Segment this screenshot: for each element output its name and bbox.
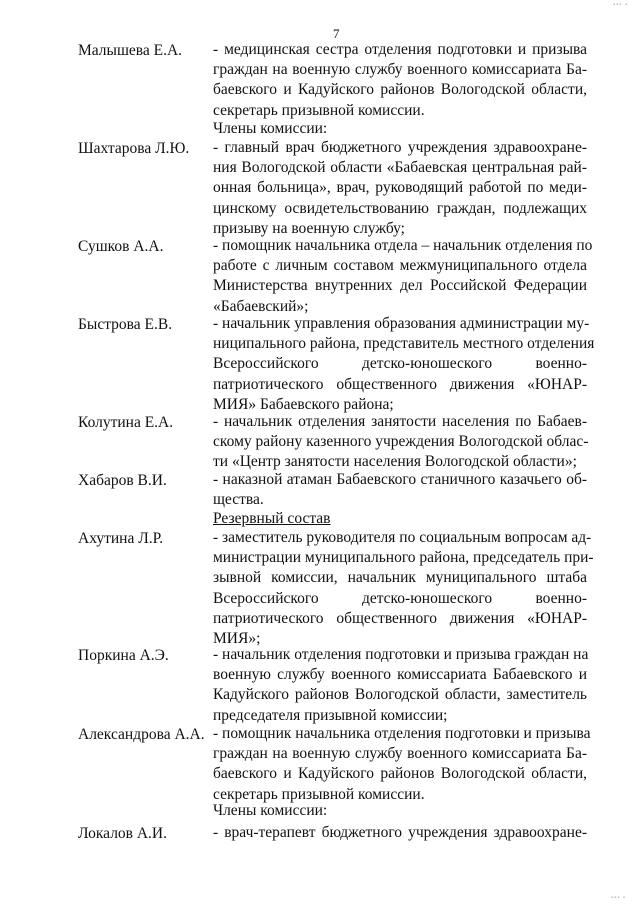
description-line: - медицинская сестра отделения подготовки и призыва bbox=[213, 41, 587, 58]
scan-mark: ▪▪▪ ▪ bbox=[612, 2, 628, 8]
member-name: Локалов А.И. bbox=[78, 825, 168, 842]
description-line: Министерства внутренних дел Российской Федерации bbox=[213, 277, 587, 295]
member-description bbox=[213, 40, 587, 121]
description-line: граждан на военную службу военного комиссариата Ба- bbox=[213, 745, 587, 763]
description-line: МИЯ»; bbox=[213, 630, 261, 648]
description-line: военную службу военного комиссариата Бабаевского и bbox=[213, 666, 587, 684]
description-line: - начальник управления образования администрации му- bbox=[213, 315, 590, 332]
description-line: МИЯ» Бабаевского района; bbox=[213, 395, 394, 413]
description-line: скому району казенного учреждения Вологодской облас- bbox=[213, 433, 589, 451]
member-description bbox=[213, 645, 587, 726]
member-description bbox=[213, 470, 587, 510]
description-line: - начальник отделения занятости населения по Бабаев- bbox=[213, 413, 587, 430]
description-line: щества. bbox=[213, 491, 264, 509]
description-line: онная больница», врач, руководящий работой по меди- bbox=[213, 179, 587, 197]
page-number: 7 bbox=[333, 26, 340, 41]
description-line: патриотического общественного движения «ЮНАР- bbox=[213, 609, 587, 627]
description-line: баевского и Кадуйского районов Вологодской области, bbox=[213, 81, 587, 99]
member-description bbox=[213, 724, 591, 805]
description-line: работе с личным составом межмуниципального отдела bbox=[213, 257, 587, 275]
description-line: председателя призывной комиссии; bbox=[213, 706, 448, 724]
description-line: ниципального района, представитель местного отделения bbox=[213, 335, 595, 353]
description-line: - наказной атаман Бабаевского станичного казачьего об- bbox=[213, 471, 587, 488]
member-name: Шахтарова Л.Ю. bbox=[78, 140, 190, 157]
member-name: Колутина Е.А. bbox=[78, 414, 174, 431]
member-name: Малышева Е.А. bbox=[78, 42, 183, 59]
description-line: ти «Центр занятости населения Вологодской области»; bbox=[213, 453, 577, 471]
member-description bbox=[213, 314, 595, 415]
description-line: - помощник начальника отдела – начальник отделения по bbox=[213, 237, 593, 254]
member-description bbox=[213, 823, 587, 843]
description-line: - начальник отделения подготовки и призыва граждан на bbox=[213, 646, 589, 663]
description-line: баевского и Кадуйского районов Вологодской области, bbox=[213, 765, 587, 783]
member-name: Поркина А.Э. bbox=[78, 647, 169, 664]
description-line: секретарь призывной комиссии. bbox=[213, 101, 425, 119]
scan-mark: ▪▪▪ ▪ bbox=[610, 895, 626, 901]
member-name: Александрова А.А. bbox=[78, 726, 205, 743]
member-name: Хабаров В.И. bbox=[78, 472, 167, 489]
description-line: цинскому освидетельствованию граждан, подлежащих bbox=[213, 199, 587, 217]
description-line: Всероссийского детско-юношеского военно- bbox=[213, 355, 587, 373]
description-line: ния Вологодской области «Бабаевская центральная рай- bbox=[213, 159, 587, 177]
member-description bbox=[213, 236, 593, 317]
member-name: Ахутина Л.Р. bbox=[78, 530, 164, 547]
description-line: граждан на военную службу военного комиссариата Ба- bbox=[213, 61, 587, 79]
members-label: Члены комиссии: bbox=[213, 120, 328, 137]
description-line: - главный врач бюджетного учреждения здравоохране- bbox=[213, 139, 587, 156]
description-line: министрации муниципального района, председатель при- bbox=[213, 549, 594, 567]
members-label: Члены комиссии: bbox=[213, 802, 328, 819]
member-description bbox=[213, 138, 587, 239]
member-description bbox=[213, 528, 594, 649]
description-line: зывной комиссии, начальник муниципального штаба bbox=[213, 569, 587, 587]
description-line: «Бабаевский»; bbox=[213, 297, 309, 315]
description-line: Всероссийского детско-юношеского военно- bbox=[213, 589, 587, 607]
description-line: - заместитель руководителя по социальным вопросам ад- bbox=[213, 529, 592, 546]
member-name: Сушков А.А. bbox=[78, 238, 164, 255]
description-line: патриотического общественного движения «ЮНАР- bbox=[213, 375, 587, 393]
reserve-composition-heading: Резервный состав bbox=[213, 510, 331, 527]
description-line: секретарь призывной комиссии. bbox=[213, 785, 425, 803]
description-line: - врач-терапевт бюджетного учреждения здравоохране- bbox=[213, 824, 587, 841]
description-line: - помощник начальника отделения подготовки и призыва bbox=[213, 725, 591, 742]
description-line: Кадуйского районов Вологодской области, заместитель bbox=[213, 686, 587, 704]
description-line: призыву на военную службу; bbox=[213, 219, 405, 237]
member-description bbox=[213, 412, 587, 473]
member-name: Быстрова Е.В. bbox=[78, 316, 173, 333]
